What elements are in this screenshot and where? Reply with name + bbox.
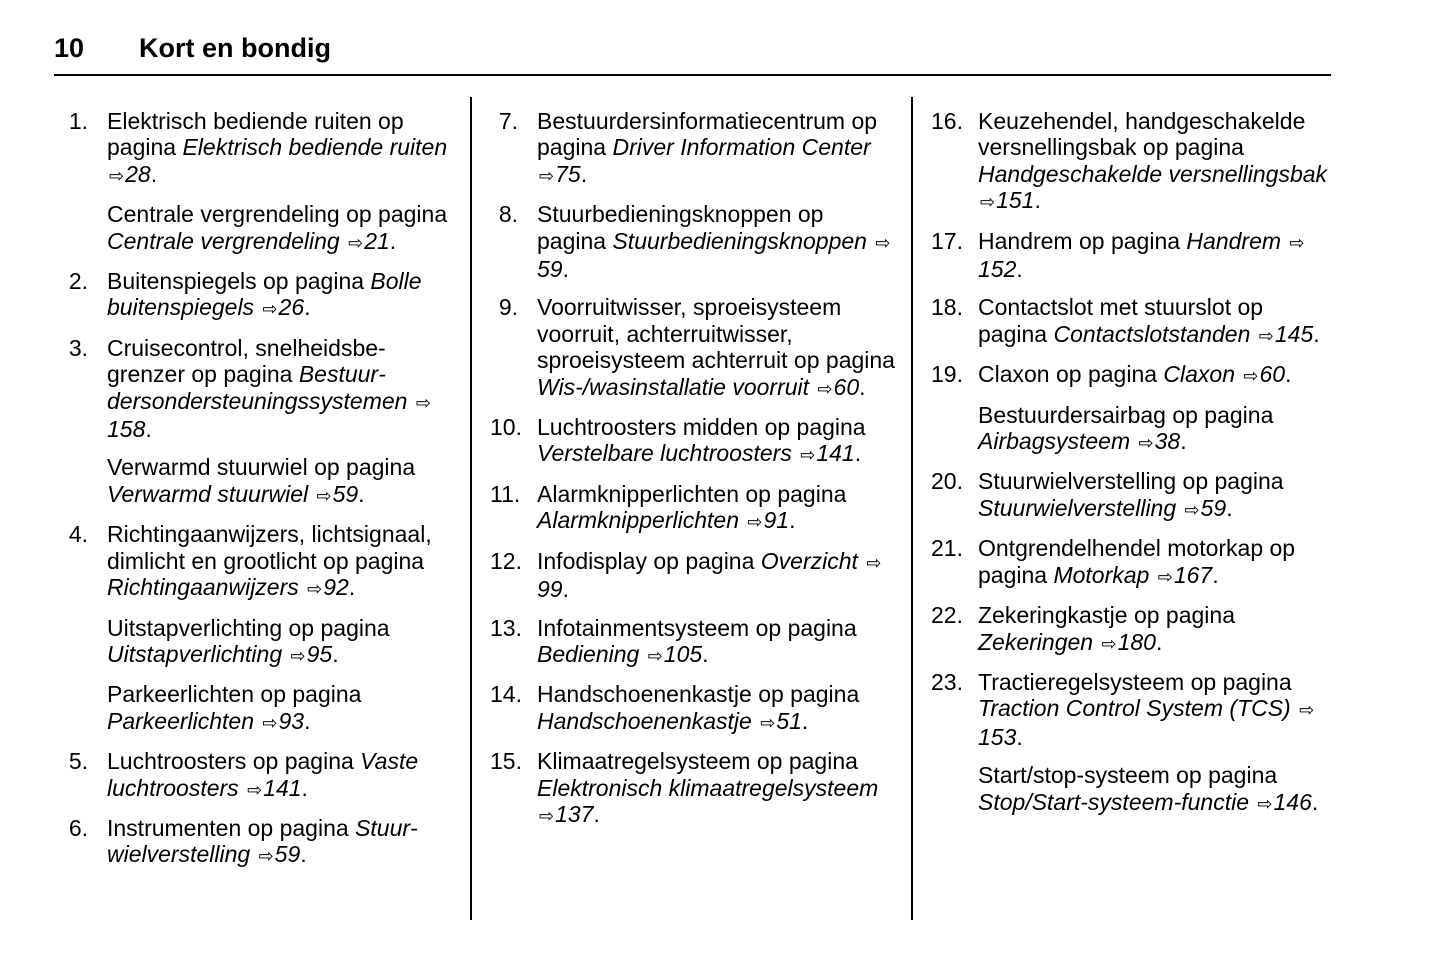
cross-reference-link[interactable]: Airbagsysteem [978,428,1131,455]
list-item [490,681,895,736]
page-arrow-icon: ⇨ [800,445,816,466]
page-arrow-icon: ⇨ [1289,232,1305,253]
item-number: 9. [498,294,518,321]
item-text: Stuurwielverstelling op pagina [978,468,1284,495]
cross-reference-link[interactable]: Wis-/wasinstallatie voorruit [537,373,810,400]
item-paragraph: Tractieregelsysteem op pagina Traction Control System (TCS) ⇨153. [978,668,1315,750]
item-text: Handrem op pagina [978,227,1187,254]
page-arrow-icon: ⇨ [1299,700,1315,721]
page-reference[interactable]: 38 [1154,428,1181,455]
cross-reference-link[interactable]: Parkeerlichten [107,707,255,734]
item-text: Uitstapverlichting op pagina [107,614,390,641]
list-item [931,602,1331,657]
item-text: Luchtroosters midden op pagina [537,414,866,441]
item-paragraph: Klimaatregelsysteem op pagina Elektronisch klimaatregelsysteem ⇨137. [537,748,895,829]
list-item [931,228,1331,283]
list-item [931,468,1331,523]
page-arrow-icon: ⇨ [1138,433,1154,454]
page-reference[interactable]: 141 [816,440,855,467]
cross-reference-link[interactable]: Centrale vergrendeling [107,227,340,254]
cross-reference-link[interactable]: Handschoenenkastje [537,707,752,734]
cross-reference-link[interactable]: Stuurwielverstelling [107,814,418,868]
page-arrow-icon: ⇨ [316,485,332,506]
cross-reference-link[interactable]: Handgeschakelde versnellingsbak [978,160,1328,187]
item-text: Infotainmentsysteem op pagina [537,614,857,641]
item-paragraph: Stuurbedieningsknoppen op pagina Stuurbedieningsknoppen ⇨59. [537,201,891,283]
page-arrow-icon: ⇨ [348,232,364,253]
page-arrow-icon: ⇨ [539,165,555,186]
cross-reference-link[interactable]: Uitstapverlichting [107,640,283,667]
page-reference[interactable]: 141 [263,774,302,801]
page-header [54,30,1331,76]
item-text: Elektrisch bediende ruiten op pagina [107,108,404,161]
item-number: 6. [68,814,88,841]
item-paragraph: Handschoenenkastje op pagina Handschoenenkastje ⇨51. [537,681,895,736]
page-reference[interactable]: 28 [125,160,151,187]
page-reference[interactable]: 92 [323,574,349,601]
item-text: Instrumenten op pagina [107,814,356,841]
item-paragraph: Contactslot met stuurslot op pagina Contactslotstanden ⇨145. [978,294,1331,349]
cross-reference-link[interactable]: Contactslotstanden [1053,320,1251,347]
item-paragraph: Luchtroosters midden op pagina Verstelbare luchtroosters ⇨141. [537,414,895,469]
page-reference[interactable]: 59 [1200,494,1227,521]
page-arrow-icon: ⇨ [875,232,891,253]
item-number: 14. [490,681,522,708]
page-arrow-icon: ⇨ [290,645,306,666]
item-paragraph: Zekeringkastje op pagina Zekeringen ⇨180. [978,602,1331,657]
list-item [490,201,895,282]
item-paragraph: Bestuurdersinformatiecentrum op pagina Driver Information Center ⇨75. [537,108,895,189]
page-reference[interactable]: 95 [306,640,333,667]
item-paragraph: Verwarmd stuurwiel op pagina Verwarmd stuurwiel ⇨59. [107,454,455,509]
page-reference[interactable]: 60 [833,373,860,400]
page-reference[interactable]: 152 [978,256,1017,283]
cross-reference-link[interactable]: Bolle buitenspiegels [107,268,422,321]
page-arrow-icon: ⇨ [980,192,996,213]
page-reference[interactable]: 51 [776,707,802,734]
item-paragraph: Infodisplay op pagina Overzicht ⇨99. [537,547,882,603]
cross-reference-link[interactable]: Richtingaanwijzers [107,574,299,601]
list-item [60,748,455,803]
item-text: Cruisecontrol, snelheidsbegrenzer op pagina [107,334,386,388]
page-reference[interactable]: 153 [978,723,1017,750]
page-arrow-icon: ⇨ [866,552,882,573]
page-reference[interactable]: 145 [1274,320,1314,347]
list-item [490,748,895,829]
item-text: Klimaatregelsysteem op pagina [537,748,858,775]
page-arrow-icon: ⇨ [1258,325,1274,346]
item-number: 3. [68,334,88,361]
page-arrow-icon: ⇨ [760,712,776,733]
page-arrow-icon: ⇨ [1243,366,1259,387]
list-item [60,335,455,509]
item-text: Voorruitwisser, sproeisysteem voorruit, achterruitwisser, sproeisysteem achterruit op pagina [537,294,895,374]
item-number: 5. [68,748,88,775]
item-number: 4. [68,521,88,548]
item-number: 15. [490,748,522,775]
list-item [490,548,895,603]
page-reference[interactable]: 158 [107,416,146,443]
item-number: 1. [68,108,88,134]
item-paragraph: Voorruitwisser, sproeisysteem voorruit, achterruitwisser, sproeisysteem achterruit op pagina Wis-/wasinstallatie voorruit ⇨60. [537,294,895,402]
cross-reference-link[interactable]: Handrem [1186,227,1282,254]
page-arrow-icon: ⇨ [747,512,763,533]
item-paragraph: Instrumenten op pagina Stuurwielverstelling ⇨59. [107,815,455,870]
item-paragraph: Alarmknipperlichten op pagina Alarmknipperlichten ⇨91. [537,481,895,536]
page-reference[interactable]: 167 [1173,561,1213,588]
item-text: Verwarmd stuurwiel op pagina [107,454,416,481]
page-reference[interactable]: 146 [1273,788,1312,815]
item-number: 23. [931,668,963,695]
item-number: 19. [931,361,963,388]
item-paragraph: Start/stop-systeem op pagina Stop/Start-systeem-functie ⇨146. [978,762,1331,817]
list-item [60,521,455,736]
page-arrow-icon: ⇨ [817,378,833,399]
item-text: Richtingaanwijzers, lichtsignaal, dimlicht en grootlicht op pagina [107,521,432,574]
cross-reference-link[interactable]: Verwarmd stuurwiel [107,480,309,507]
page-reference[interactable]: 59 [274,841,301,868]
item-number: 12. [490,547,522,574]
page-title: Kort en bondig [139,33,331,63]
item-number: 20. [931,468,963,495]
item-paragraph: Buitenspiegels op pagina Bolle buitenspiegels ⇨26. [107,268,455,323]
page-arrow-icon: ⇨ [109,165,125,186]
item-number: 21. [931,535,963,562]
column-1 [60,96,455,882]
list-item [931,535,1331,590]
list-item [490,615,895,670]
page-arrow-icon: ⇨ [307,579,323,600]
item-number: 22. [931,602,963,629]
item-paragraph: Keuzehendel, handgeschakelde versnellingsbak op pagina Handgeschakelde versnellingsbak ⇨151. [978,108,1331,216]
item-number: 18. [931,294,963,321]
item-number: 7. [498,108,518,134]
item-text: Start/stop-systeem op pagina [978,762,1278,789]
item-paragraph: Centrale vergrendeling op pagina Centrale vergrendeling ⇨21. [107,201,455,256]
item-text: Claxon op pagina [978,361,1164,388]
page-reference[interactable]: 21 [364,227,390,254]
cross-reference-link[interactable]: Driver Information Center [612,134,871,161]
cross-reference-link[interactable]: Bediening [537,640,640,667]
page-reference[interactable]: 26 [278,294,305,321]
page-reference[interactable]: 151 [996,187,1035,214]
page-reference[interactable]: 75 [555,160,581,187]
list-item [931,108,1331,216]
page-arrow-icon: ⇨ [647,645,663,666]
item-paragraph: Richtingaanwijzers, lichtsignaal, dimlicht en grootlicht op pagina Richtingaanwijzers ⇨92. [107,521,455,602]
item-paragraph: Elektrisch bediende ruiten op pagina Elektrisch bediende ruiten ⇨28. [107,108,455,189]
cross-reference-link[interactable]: Elektrisch bediende ruiten [182,134,448,161]
item-text: Infodisplay op pagina [537,547,761,574]
item-text: Centrale vergrendeling op pagina [107,201,448,228]
page-reference[interactable]: 137 [555,800,594,827]
item-paragraph: Stuurwielverstelling op pagina Stuurwielverstelling ⇨59. [978,468,1331,523]
page-reference[interactable]: 180 [1117,628,1156,655]
item-paragraph: Ontgrendelhendel motorkap op pagina Motorkap ⇨167. [978,535,1331,590]
item-text: Luchtroosters op pagina [107,748,361,775]
list-item [931,669,1331,817]
list-item [60,108,455,256]
page-reference[interactable]: 59 [332,480,359,507]
list-item [60,268,455,323]
list-item [931,294,1331,349]
item-number: 11. [490,480,521,507]
item-number: 13. [490,614,522,641]
list-item [490,294,895,402]
item-paragraph: Bestuurdersairbag op pagina Airbagsysteem ⇨38. [978,402,1331,457]
item-text: Alarmknipperlichten op pagina [537,480,847,507]
page-reference[interactable]: 99 [537,576,563,603]
list-item [490,108,895,189]
cross-reference-link[interactable]: Alarmknipperlichten [537,507,739,534]
cross-reference-link[interactable]: Stuurbedieningsknoppen [612,227,867,254]
page-arrow-icon: ⇨ [1184,499,1200,520]
page-arrow-icon: ⇨ [258,846,274,867]
cross-reference-link[interactable]: Verstelbare luchtroosters [537,440,792,467]
list-item [490,481,895,536]
page-arrow-icon: ⇨ [262,299,278,320]
page-arrow-icon: ⇨ [262,712,278,733]
page-arrow-icon: ⇨ [1101,633,1117,654]
page-reference[interactable]: 60 [1259,361,1286,388]
item-paragraph: Infotainmentsysteem op pagina Bediening ⇨105. [537,615,895,670]
item-text: Stuurbedieningsknoppen op pagina [537,201,824,254]
column-divider [911,97,913,920]
item-paragraph: Claxon op pagina Claxon ⇨60. [978,361,1331,389]
item-number: 16. [931,108,963,134]
cross-reference-link[interactable]: Elektronisch klimaatregelsysteem [537,774,879,801]
item-text: Parkeerlichten op pagina [107,681,362,708]
cross-reference-link[interactable]: Stop/Start-systeem-functie [978,788,1249,815]
page-arrow-icon: ⇨ [415,392,431,413]
item-paragraph: Uitstapverlichting op pagina Uitstapverlichting ⇨95. [107,615,455,670]
item-number: 2. [68,268,88,295]
cross-reference-link[interactable]: Zekeringen [978,628,1094,655]
item-number: 8. [498,201,518,228]
page-arrow-icon: ⇨ [1257,793,1273,814]
list-item [931,361,1331,456]
item-text: Buitenspiegels op pagina [107,268,371,295]
item-paragraph: Parkeerlichten op pagina Parkeerlichten ⇨93. [107,681,455,736]
list-item [490,414,895,469]
cross-reference-link[interactable]: Motorkap [1053,561,1150,588]
page-arrow-icon: ⇨ [539,805,555,826]
item-text: Contactslot met stuurslot op pagina [978,294,1264,347]
page-reference[interactable]: 93 [278,707,305,734]
cross-reference-link[interactable]: Bestuurdersondersteuningssystemen [107,361,408,414]
item-paragraph: Cruisecontrol, snelheidsbegrenzer op pagina Bestuurdersondersteuningssystemen ⇨158. [107,334,431,443]
column-divider [470,97,472,920]
page-reference[interactable]: 91 [763,507,790,534]
item-number: 17. [931,227,963,254]
page-number: 10 [54,33,85,63]
column-2 [490,96,895,841]
item-text: Bestuurdersairbag op pagina [978,401,1274,428]
page-arrow-icon: ⇨ [1157,566,1173,587]
item-paragraph: Handrem op pagina Handrem ⇨152. [978,227,1305,283]
item-number: 10. [490,414,522,441]
item-text: Handschoenenkastje op pagina [537,681,860,708]
page-arrow-icon: ⇨ [247,779,263,800]
cross-reference-link[interactable]: Vaste luchtroosters [107,748,419,801]
cross-reference-link[interactable]: Overzicht [760,547,858,574]
cross-reference-link[interactable]: Claxon [1163,361,1236,388]
list-item [60,815,455,870]
item-text: Zekeringkastje op pagina [978,602,1235,629]
cross-reference-link[interactable]: Stuurwielverstelling [978,494,1177,521]
item-text: Tractieregelsysteem op pagina [978,668,1292,695]
item-text: Bestuurdersinformatiecentrum op pagina [537,108,878,161]
cross-reference-link[interactable]: Traction Control System (TCS) [978,695,1291,722]
item-text: Ontgrendelhendel motorkap op pagina [978,535,1296,588]
item-text: Keuzehendel, handgeschakelde versnellingsbak op pagina [978,108,1306,161]
item-paragraph: Luchtroosters op pagina Vaste luchtroosters ⇨141. [107,748,455,803]
page-reference[interactable]: 59 [537,256,563,283]
column-3 [931,96,1331,829]
page-reference[interactable]: 105 [663,640,703,667]
